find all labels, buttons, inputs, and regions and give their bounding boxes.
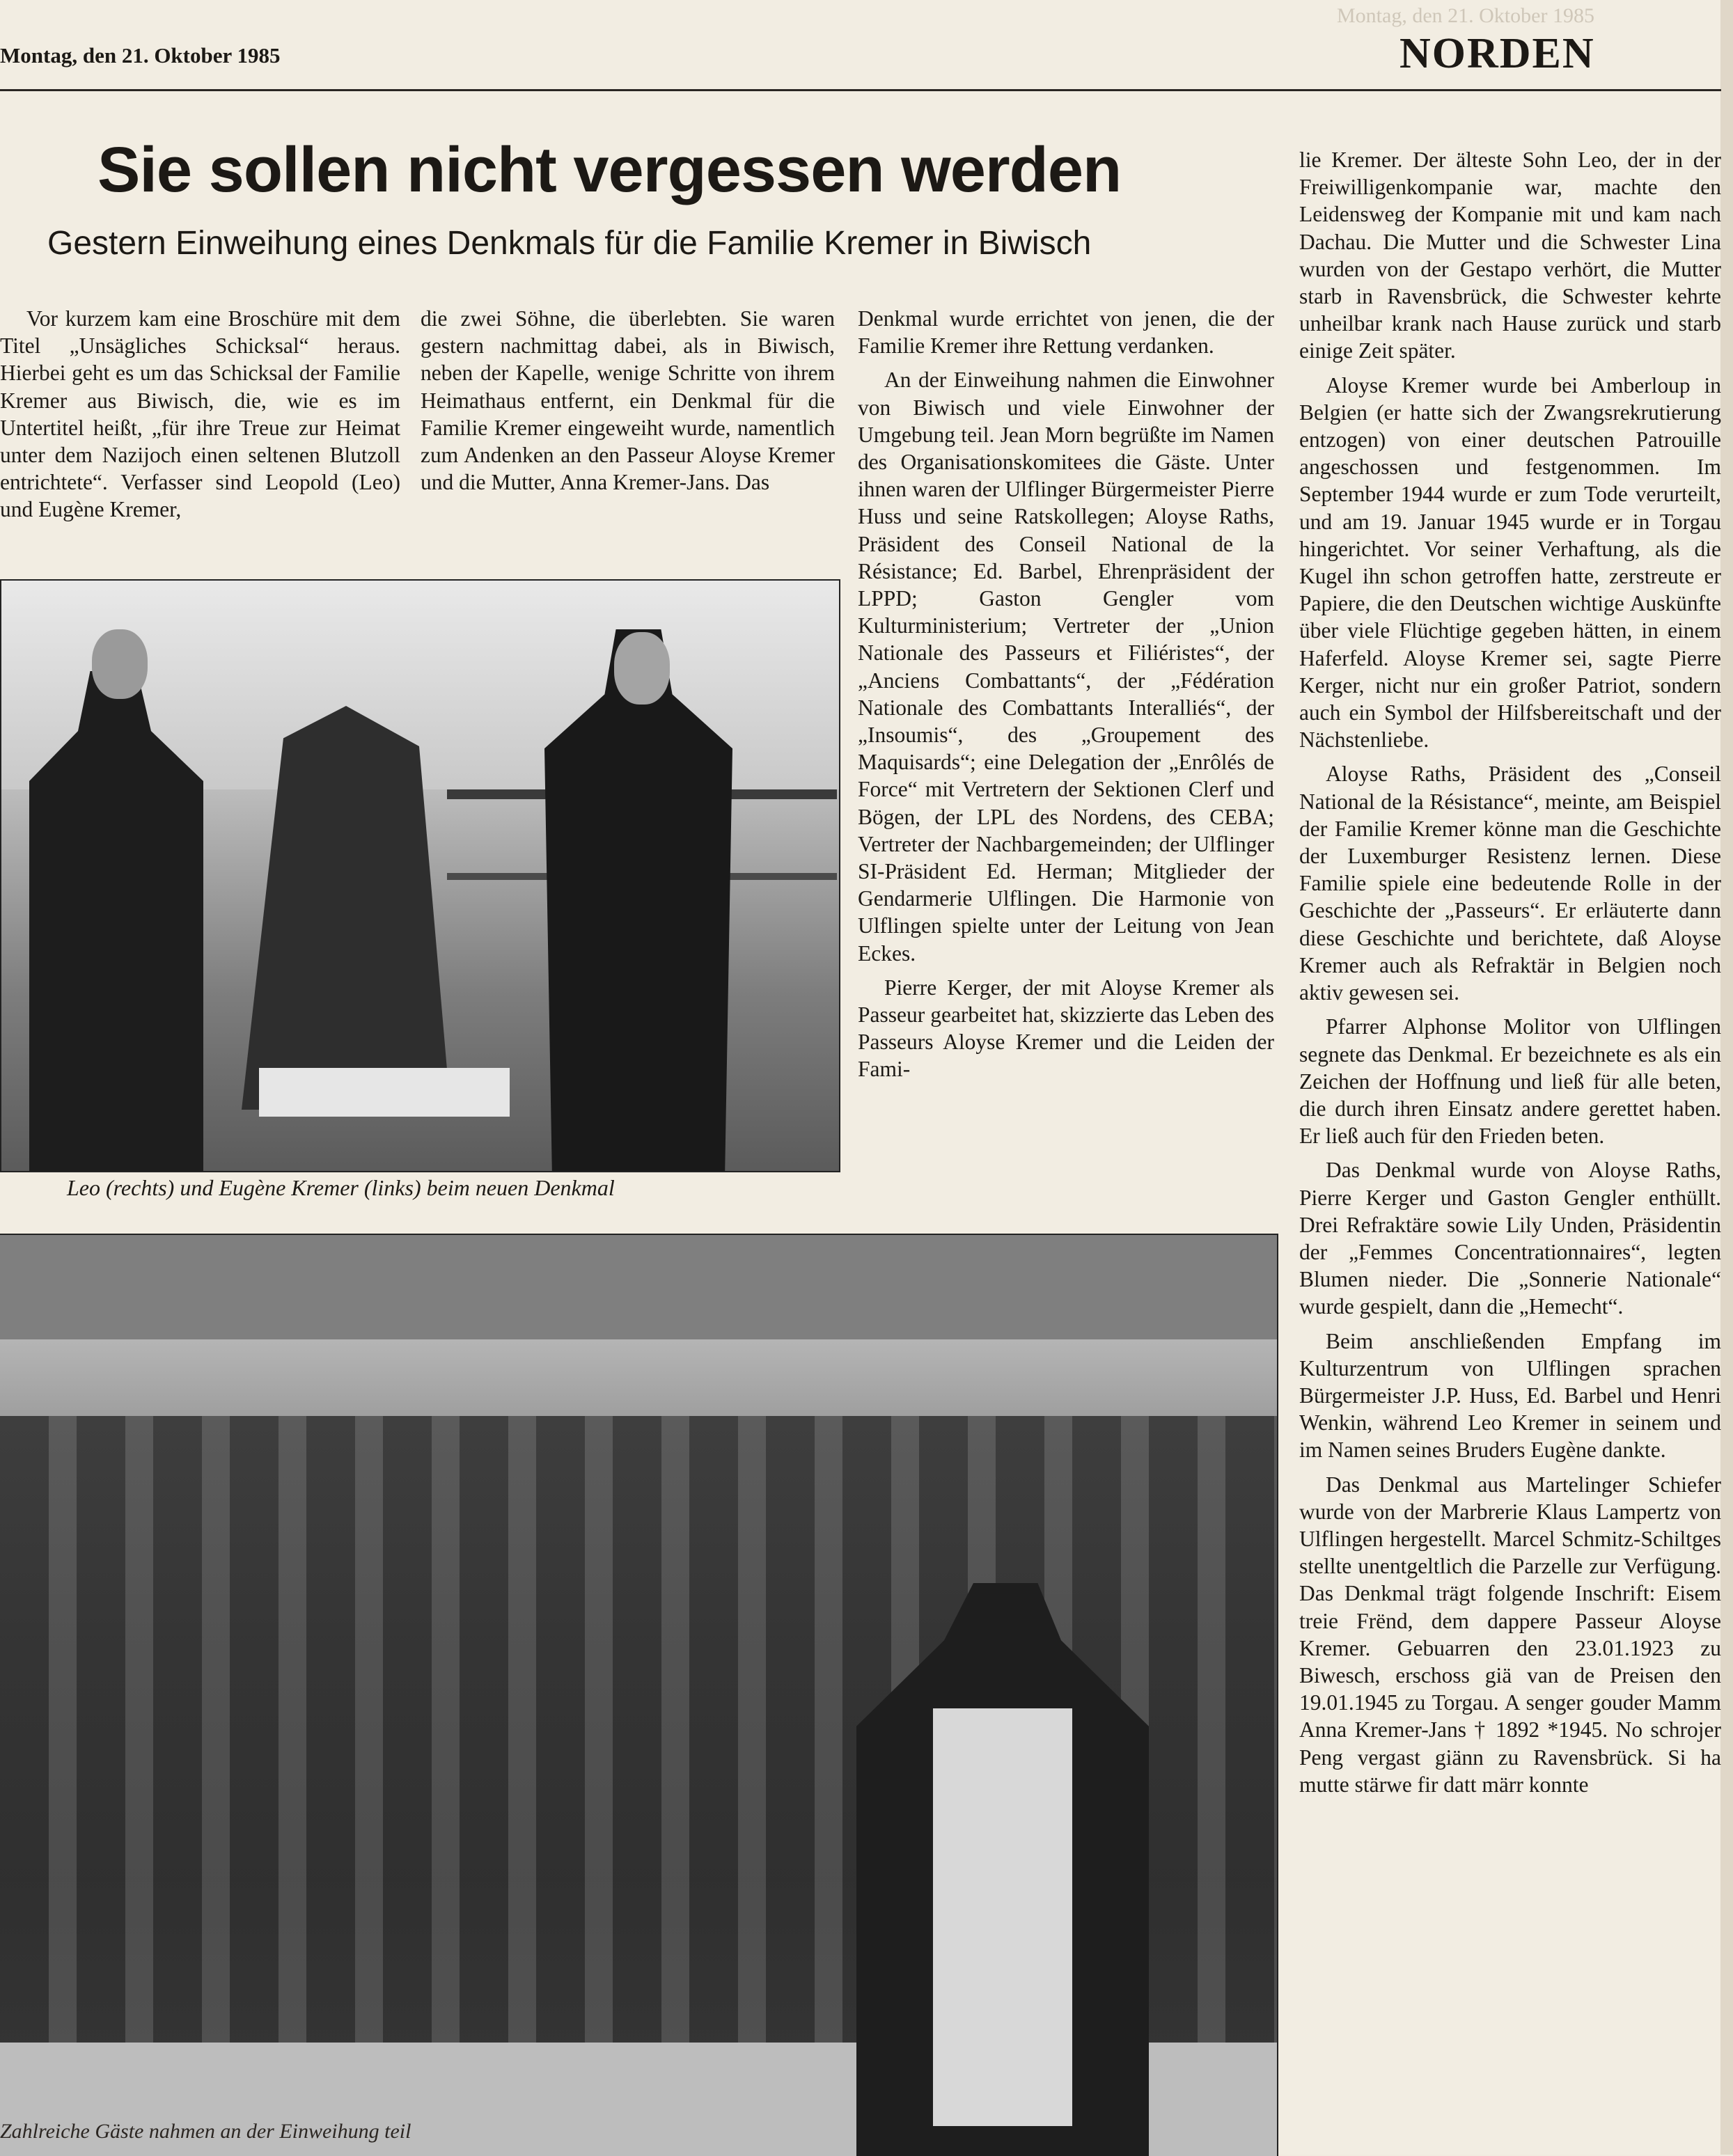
paragraph: Denkmal wurde errichtet von jenen, die der Familie Kremer ihre Rettung verdanken. [858,306,1274,359]
paragraph: Das Denkmal wurde von Aloyse Raths, Pierre Kerger und Gaston Gengler enthüllt. Drei Refraktäre sowie Lily Unden, Präsidentin der „Femmes Concentrationnaires“, legten Blumen nieder. Die „Sonnerie Nationale“ wurde gespielt, dann die „Hemecht“. [1299,1158,1721,1319]
paragraph: Aloyse Raths, Präsident des „Conseil National de la Résistance“, meinte, am Beispiel der Familie Kremer könne man die Geschichte der Luxemburger Resistenz lernen. Diese Familie spiele eine bedeutende Rolle in der Geschichte der „Passeurs“. Er erläuterte dann diese Geschichte und berichtete, daß Aloyse Kremer auch als Refraktär in Belgien noch aktiv gewesen sei. [1299,762,1721,1005]
paragraph: Vor kurzem kam eine Broschüre mit dem Titel „Unsägliches Schicksal“ heraus. Hierbei geht es um das Schicksal der Familie Kremer aus Biwisch, die, wie es im Untertitel heißt, „für ihre Treue zur Heimat unter dem Nazijoch einen seltenen Blutzoll entrichtete“. Verfasser sind Leopold (Leo) und Eugène Kremer, [0,306,400,522]
paragraph: die zwei Söhne, die überlebten. Sie waren gestern nachmittag dabei, als in Biwisch, neben der Kapelle, wenige Schritte von ihrem Heimathaus entfernt, ein Denkmal für die Familie Kremer eingeweiht wurde, namentlich zum Andenken an den Passeur Aloyse Kremer und die Mutter, Anna Kremer-Jans. Das [421,306,835,495]
person-face [92,629,148,699]
subheadline: Gestern Einweihung eines Denkmals für die Familie Kremer in Biwisch [47,225,1092,262]
header-rule [0,89,1721,91]
memorial-cloth [259,1068,510,1117]
dateline: Montag, den 21. Oktober 1985 [0,43,281,68]
paragraph: Pfarrer Alphonse Molitor von Ulflingen segnete das Denkmal. Er bezeichnete es als ein Zeichen der Hoffnung und ließ für alle beten, die durch ihren Einsatz andere gerettet haben. Er ließ auch für den Frieden beten. [1299,1014,1721,1149]
paragraph: Aloyse Kremer wurde bei Amberloup in Belgien (er hatte sich der Zwangsrekrutierung entzogen) von einer deutschen Patrouille angeschossen und festgenommen. Im September 1944 wurde er zum Tode verurteilt, und am 19. Januar 1945 wurde er in Torgau hingerichtet. Vor seiner Verhaftung, als die Kugel ihn schon getroffen hatte, zerstreute er Papiere, die den Deutschen wichtige Auskünfte über viele Flüchtige gegeben hätten, in einem Haferfeld. Aloyse Kremer sei, sagte Pierre Kerger, nicht nur ein großer Patriot, sondern auch ein Symbol der Hilfsbereitschaft und der Nächstenliebe. [1299,372,1721,753]
bleed-through-text: Montag, den 21. Oktober 1985 [1337,4,1594,27]
memorial-photo [0,579,840,1172]
paragraph: Beim anschließenden Empfang im Kulturzentrum von Ulflingen sprachen Bürgermeister J.P. Huss, Ed. Barbel und Henri Wenkin, während Leo Kremer in seinem und im Namen seines Bruders Eugène dankte. [1299,1328,1721,1463]
paragraph: Das Denkmal aus Martelinger Schiefer wurde von der Marbrerie Klaus Lampertz von Ulflingen hergestellt. Marcel Schmitz-Schiltges stellte unentgeltlich die Parzelle zur Verfügung. Das Denkmal trägt folgende Inschrift: Eisem treie Frënd, dem dappere Passeur Aloyse Kremer. Gebuarren den 23.01.1923 zu Biwesch, erschoss giä van de Preisen den 19.01.1945 zu Torgau. A senger gouder Mamm Anna Kremer-Jans † 1892 *1945. No schrojer Peng vergast giänn zu Ravensbrück. Si ha mutte stärwe fir datt märr konnte [1299,1472,1721,1797]
article-column-1 [0,305,400,576]
article-column-4 [1299,146,1721,2155]
article-column-3 [858,305,1274,1217]
article-column-2 [421,305,835,576]
photo-caption: Leo (rechts) und Eugène Kremer (links) beim neuen Denkmal [67,1175,615,1200]
paragraph: An der Einweihung nahmen die Einwohner von Biwisch und viele Einwohner der Umgebung teil. Jean Morn begrüßte im Namen des Organisationskomitees die Gäste. Unter ihnen waren der Ulflinger Bürgermeister Pierre Huss und seine Ratskollegen; Aloyse Raths, Präsident des Conseil National de la Résistance; Ed. Barbel, Ehrenpräsident der LPPD; Gaston Gengler vom Kulturministerium; Vertreter der „Union Nationale des Passeurs et Filiéristes“, der „Anciens Combattants“, der „Fédération Nationale des Combattants Interalliés“, der „Insoumis“, des „Groupement des Maquisards“; eine Delegation der „Enrôlés de Force“ mit Vertretern der Sektionen Clerf und Bögen, der LPL des Nordens, des CEBA; Vertreter der Nachbargemeinden; der Ulflinger SI-Präsident Ed. Herman; Mitglieder der Gendarmerie Ulflingen. Die Harmonie von Ulflingen spielte unter der Leitung von Jean Eckes. [858,368,1274,966]
crowd-photo [0,1234,1278,2156]
paragraph: lie Kremer. Der älteste Sohn Leo, der in der Freiwilligenkompanie war, machte den Leidensweg der Kompanie mit und kam nach Dachau. Die Mutter und die Schwester Lina wurden von der Gestapo verhört, die Mutter starb in Ravensbrück, die Schwester kehrte unheilbar krank nach Hause zurück und starb einige Zeit später. [1299,148,1721,363]
page-edge [1720,0,1733,2155]
section-title: NORDEN [1399,30,1595,77]
paragraph: Pierre Kerger, der mit Aloyse Kremer als Passeur gearbeitet hat, skizzierte das Leben des Passeurs Aloyse Kremer und die Leiden der Fami- [858,975,1274,1082]
headline: Sie sollen nicht vergessen werden [97,134,1122,205]
photo-caption: Zahlreiche Gäste nahmen an der Einweihung teil [0,2120,411,2143]
person-face [614,632,670,705]
person-shirt [933,1708,1072,2126]
photo-trees [0,1235,1277,1339]
